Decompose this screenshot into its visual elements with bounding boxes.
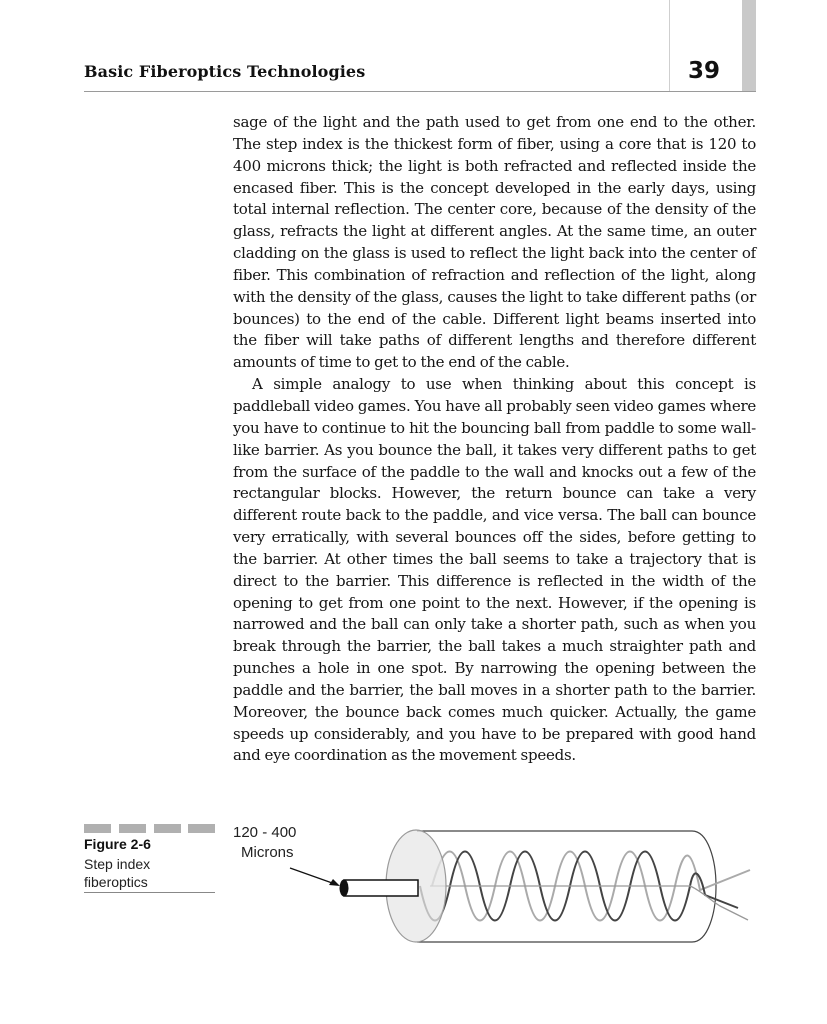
header-tab-shade xyxy=(742,0,756,92)
fiber-core xyxy=(344,880,418,896)
running-head: Basic Fiberoptics Technologies xyxy=(84,62,366,81)
header-rule xyxy=(84,91,756,92)
label-pointer-arrow xyxy=(290,868,335,884)
page-number: 39 xyxy=(688,58,721,84)
step-index-fiber-illustration xyxy=(280,820,760,960)
fiber-core-end xyxy=(340,880,349,897)
figure-label-unit: Microns xyxy=(241,844,294,861)
figure-label-size: 120 - 400 xyxy=(233,824,297,841)
body-text xyxy=(233,112,756,767)
figure-dash-rule xyxy=(84,824,215,833)
paragraph-2: A simple analogy to use when thinking about this concept is paddleball video games. You have all probably seen video games where you have to continue to hit the bouncing ball from paddle to some wall-like barrier. As you bounce the ball, it takes very different paths to get from the surface of the paddle to the wall and knocks out a few of the rectangular blocks. However, the return bounce can take a very different route back to the paddle, and vice versa. The ball can bounce very erratically, with several bounces off the sides, before getting to the barrier. At other times the ball seems to take a trajectory that is direct to the barrier. This difference is reflected in the width of the opening to get from one point to the next. However, if the opening is narrowed and the ball can only take a shorter path, such as when you break through the barrier, the ball takes a much straighter path and punches a hole in one spot. By narrowing the opening between the paddle and the barrier, the ball moves in a shorter path to the barrier. Moreover, the bounce back comes much quicker. Actually, the game speeds up considerably, and you have to be prepared with good hand and eye coordination as the movement speeds. xyxy=(233,375,756,765)
figure-caption-rule xyxy=(84,892,215,893)
figure-caption: Step index fiberoptics xyxy=(84,856,151,890)
paragraph-1: sage of the light and the path used to get from one end to the other. The step index is the thickest form of fiber, using a core that is 120 to 400 microns thick; the light is both refracted and reflected inside the encased fiber. This is the concept developed in the early days, using total internal reflection. The center core, because of the density of the glass, refracts the light at different angles. At the same time, an outer cladding on the glass is used to reflect the light back into the center of fiber. This combination of refraction and reflection of the light, along with the density of the glass, causes the light to take different paths (or bounces) to the end of the cable. Different light beams inserted into the fiber will take paths of different lengths and therefore different amounts of time to get to the end of the cable. xyxy=(233,113,756,372)
figure-number: Figure 2-6 xyxy=(84,836,151,852)
